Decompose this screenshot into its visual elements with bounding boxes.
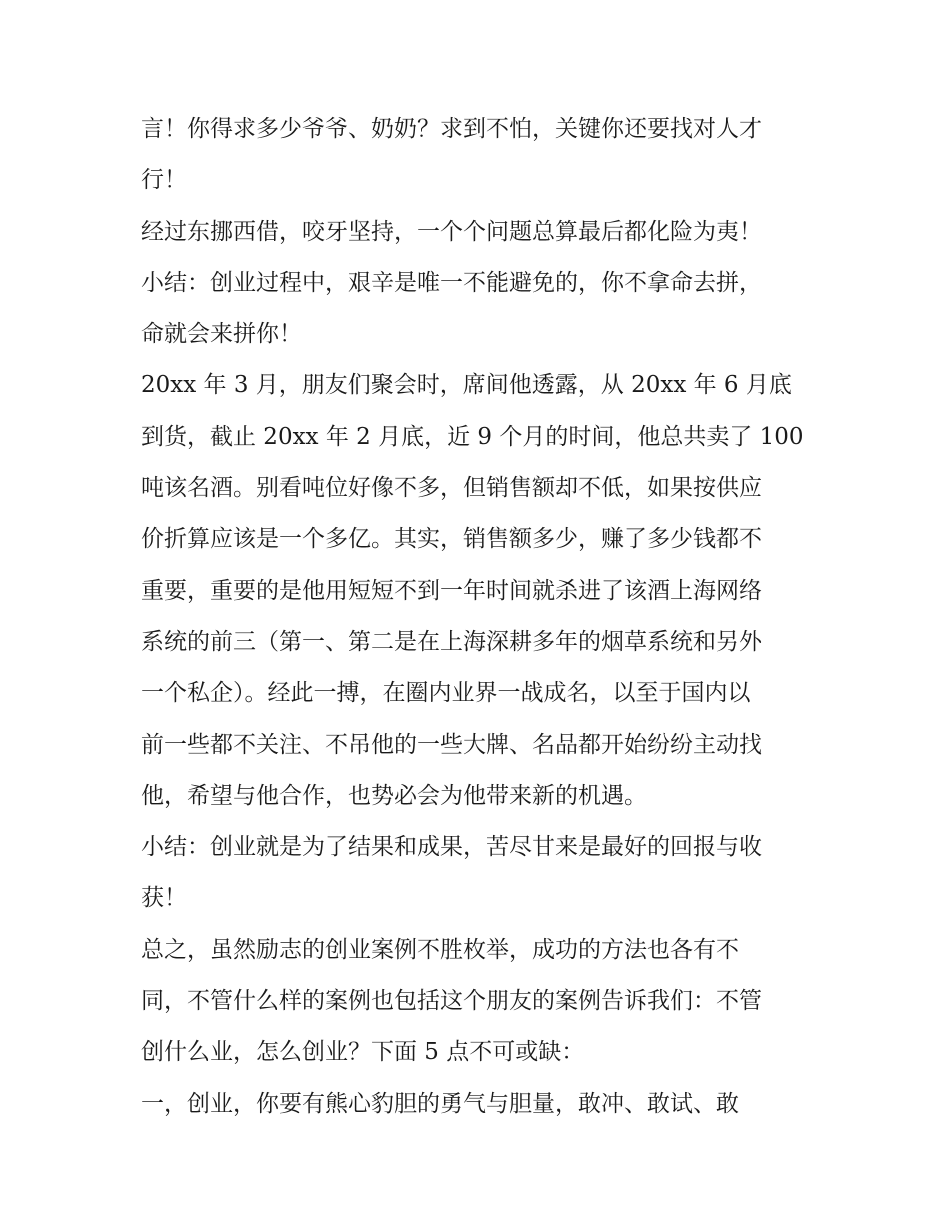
text-line: 价折算应该是一个多亿。其实，销售额多少，赚了多少钱都不 — [141, 526, 762, 553]
text-line: 系统的前三（第一、第二是在上海深耕多年的烟草系统和另外 — [141, 628, 762, 655]
text-line: 一，创业，你要有熊心豹胆的勇气与胆量，敢冲、敢试、敢 — [141, 1090, 739, 1117]
text-line: 小结：创业就是为了结果和成果，苦尽甘来是最好的回报与收 — [141, 834, 762, 861]
text-line: 小结：创业过程中，艰辛是唯一不能避免的，你不拿命去拼， — [141, 269, 762, 296]
text-line: 创什么业，怎么创业？下面 5 点不可或缺： — [141, 1039, 585, 1066]
text-line: 获！ — [141, 885, 187, 912]
text-line: 一个私企）。经此一搏，在圈内业界一战成名，以至于国内以 — [141, 680, 751, 707]
text-line: 前一些都不关注、不吊他的一些大牌、名品都开始纷纷主动找 — [141, 731, 762, 758]
text-line: 行！ — [141, 167, 187, 194]
text-line: 他，希望与他合作，也势必会为他带来新的机遇。 — [141, 782, 647, 809]
text-line: 同，不管什么样的案例也包括这个朋友的案例告诉我们：不管 — [141, 988, 762, 1015]
text-line: 总之，虽然励志的创业案例不胜枚举，成功的方法也各有不 — [141, 936, 739, 963]
text-line: 20xx 年 3 月，朋友们聚会时，席间他透露，从 20xx 年 6 月底 — [141, 372, 792, 399]
text-line: 重要，重要的是他用短短不到一年时间就杀进了该酒上海网络 — [141, 577, 762, 604]
text-line: 吨该名酒。别看吨位好像不多，但销售额却不低，如果按供应 — [141, 475, 762, 502]
text-line: 到货，截止 20xx 年 2 月底，近 9 个月的时间，他总共卖了 100 — [141, 423, 804, 450]
document-body — [141, 104, 821, 1130]
text-line: 命就会来拼你！ — [141, 321, 302, 348]
text-line: 经过东挪西借，咬牙坚持，一个个问题总算最后都化险为夷！ — [141, 218, 762, 245]
text-line: 言！你得求多少爷爷、奶奶？求到不怕，关键你还要找对人才 — [141, 116, 762, 142]
